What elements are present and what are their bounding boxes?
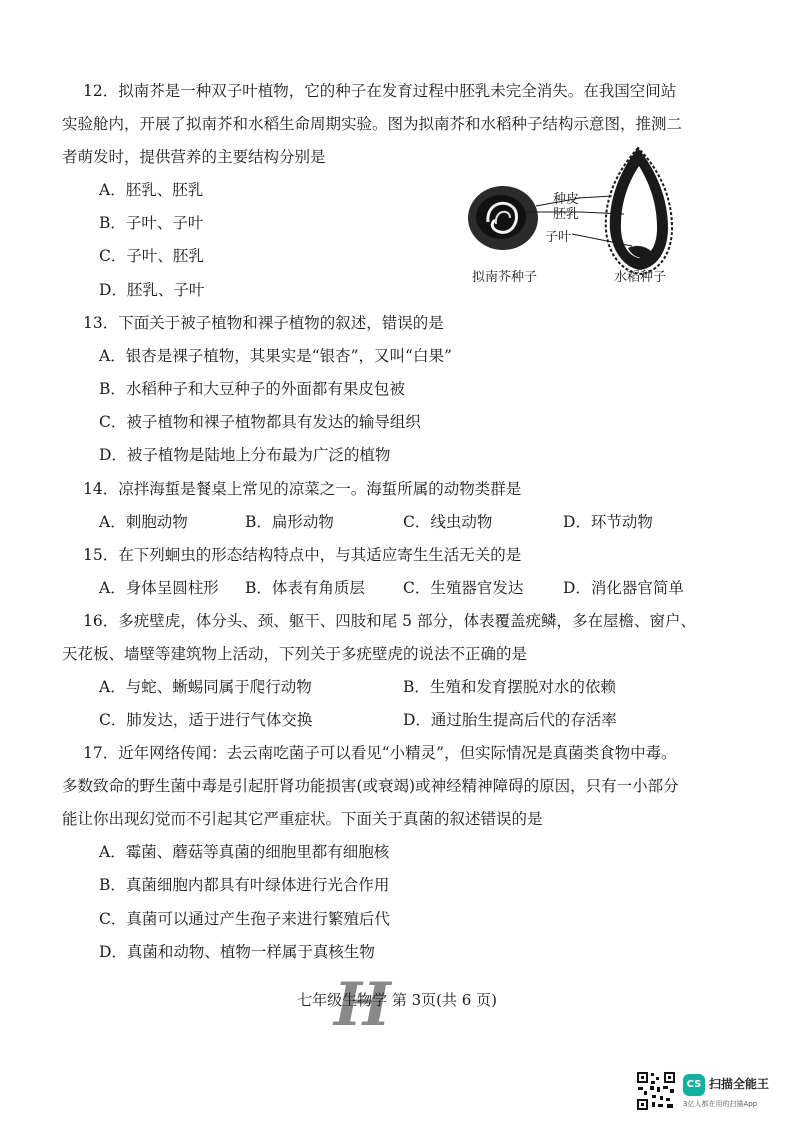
q16-option-d: D．通过胎生提高后代的存活率 [403, 711, 617, 729]
q16-option-a: A．与蛇、蜥蜴同属于爬行动物 [99, 678, 312, 696]
camscanner-name: 扫描全能王 [709, 1077, 770, 1091]
watermark-letter: H [334, 970, 393, 1040]
q14-option-a: A．刺胞动物 [99, 513, 188, 531]
q17-option-b: B．真菌细胞内都具有叶绿体进行光合作用 [99, 876, 390, 894]
page-footer: 七年级生物学 第 3页(共 6 页) [297, 991, 497, 1009]
q17-stem-line1: 17．近年网络传闻：去云南吃菌子可以看见“小精灵”，但实际情况是真菌类食物中毒。 [83, 744, 677, 762]
rice-seed-drawing [606, 148, 672, 274]
q17-option-c: C．真菌可以通过产生孢子来进行繁殖后代 [99, 910, 390, 928]
q17-stem-line2: 多数致命的野生菌中毒是引起肝肾功能损害(或衰竭)或神经精神障碍的原因，只有一小部分 [62, 777, 679, 795]
camscanner-logo-icon: CS [683, 1074, 705, 1096]
q16-option-c: C．肺发达，适于进行气体交换 [99, 711, 313, 729]
label-cotyledon: 子叶 [545, 230, 572, 245]
q12-stem-line2: 实验舱内，开展了拟南芥和水稻生命周期实验。图为拟南芥和水稻种子结构示意图，推测二 [62, 115, 683, 133]
caption-arabidopsis-seed: 拟南芥种子 [472, 270, 538, 285]
q16-stem-line2: 天花板、墙壁等建筑物上活动，下列关于多疣壁虎的说法不正确的是 [62, 645, 528, 663]
q14-option-c: C．线虫动物 [403, 513, 493, 531]
q12-option-d: D．胚乳、子叶 [99, 281, 205, 299]
qr-code-icon [636, 1071, 676, 1111]
q15-option-d: D．消化器官简单 [563, 579, 684, 597]
q12-stem-line3: 者萌发时，提供营养的主要结构分别是 [62, 148, 326, 166]
q14-stem: 14．凉拌海蜇是餐桌上常见的凉菜之一。海蜇所属的动物类群是 [83, 480, 522, 498]
q12-option-a: A．胚乳、胚乳 [99, 181, 204, 199]
q16-option-b: B．生殖和发育摆脱对水的依赖 [403, 678, 616, 696]
q13-option-c: C．被子植物和裸子植物都具有发达的输导组织 [99, 413, 421, 431]
label-endosperm: 胚乳 [553, 207, 580, 222]
q13-option-a: A．银杏是裸子植物，其果实是“银杏”，又叫“白果” [99, 347, 452, 365]
q13-option-d: D．被子植物是陆地上分布最为广泛的植物 [99, 446, 391, 464]
q13-option-b: B．水稻种子和大豆种子的外面都有果皮包被 [99, 380, 405, 398]
q17-option-a: A．霉菌、蘑菇等真菌的细胞里都有细胞核 [99, 843, 390, 861]
q12-option-b: B．子叶、子叶 [99, 214, 204, 232]
q13-stem: 13．下面关于被子植物和裸子植物的叙述，错误的是 [83, 314, 444, 332]
q15-option-a: A．身体呈圆柱形 [99, 579, 219, 597]
caption-rice-seed: 水稻种子 [614, 270, 667, 285]
q12-stem-line1: 12．拟南芥是一种双子叶植物，它的种子在发育过程中胚乳未完全消失。在我国空间站 [83, 82, 677, 100]
q15-option-c: C．生殖器官发达 [403, 579, 524, 597]
q16-stem-line1: 16．多疣壁虎，体分头、颈、躯干、四肢和尾 5 部分，体表覆盖疣鳞，多在屋檐、窗户、 [83, 612, 696, 630]
q14-option-d: D．环节动物 [563, 513, 653, 531]
q17-option-d: D．真菌和动物、植物一样属于真核生物 [99, 943, 375, 961]
arabidopsis-seed-drawing [468, 186, 538, 250]
q15-option-b: B．体表有角质层 [245, 579, 365, 597]
q15-stem: 15．在下列蛔虫的形态结构特点中，与其适应寄生生活无关的是 [83, 546, 522, 564]
q12-option-c: C．子叶、胚乳 [99, 247, 204, 265]
camscanner-tagline: 3亿人都在用的扫描App [683, 1100, 758, 1108]
q14-option-b: B．扁形动物 [245, 513, 334, 531]
q17-stem-line3: 能让你出现幻觉而不引起其它严重症状。下面关于真菌的叙述错误的是 [62, 810, 543, 828]
label-seed-coat: 种皮 [553, 192, 580, 207]
